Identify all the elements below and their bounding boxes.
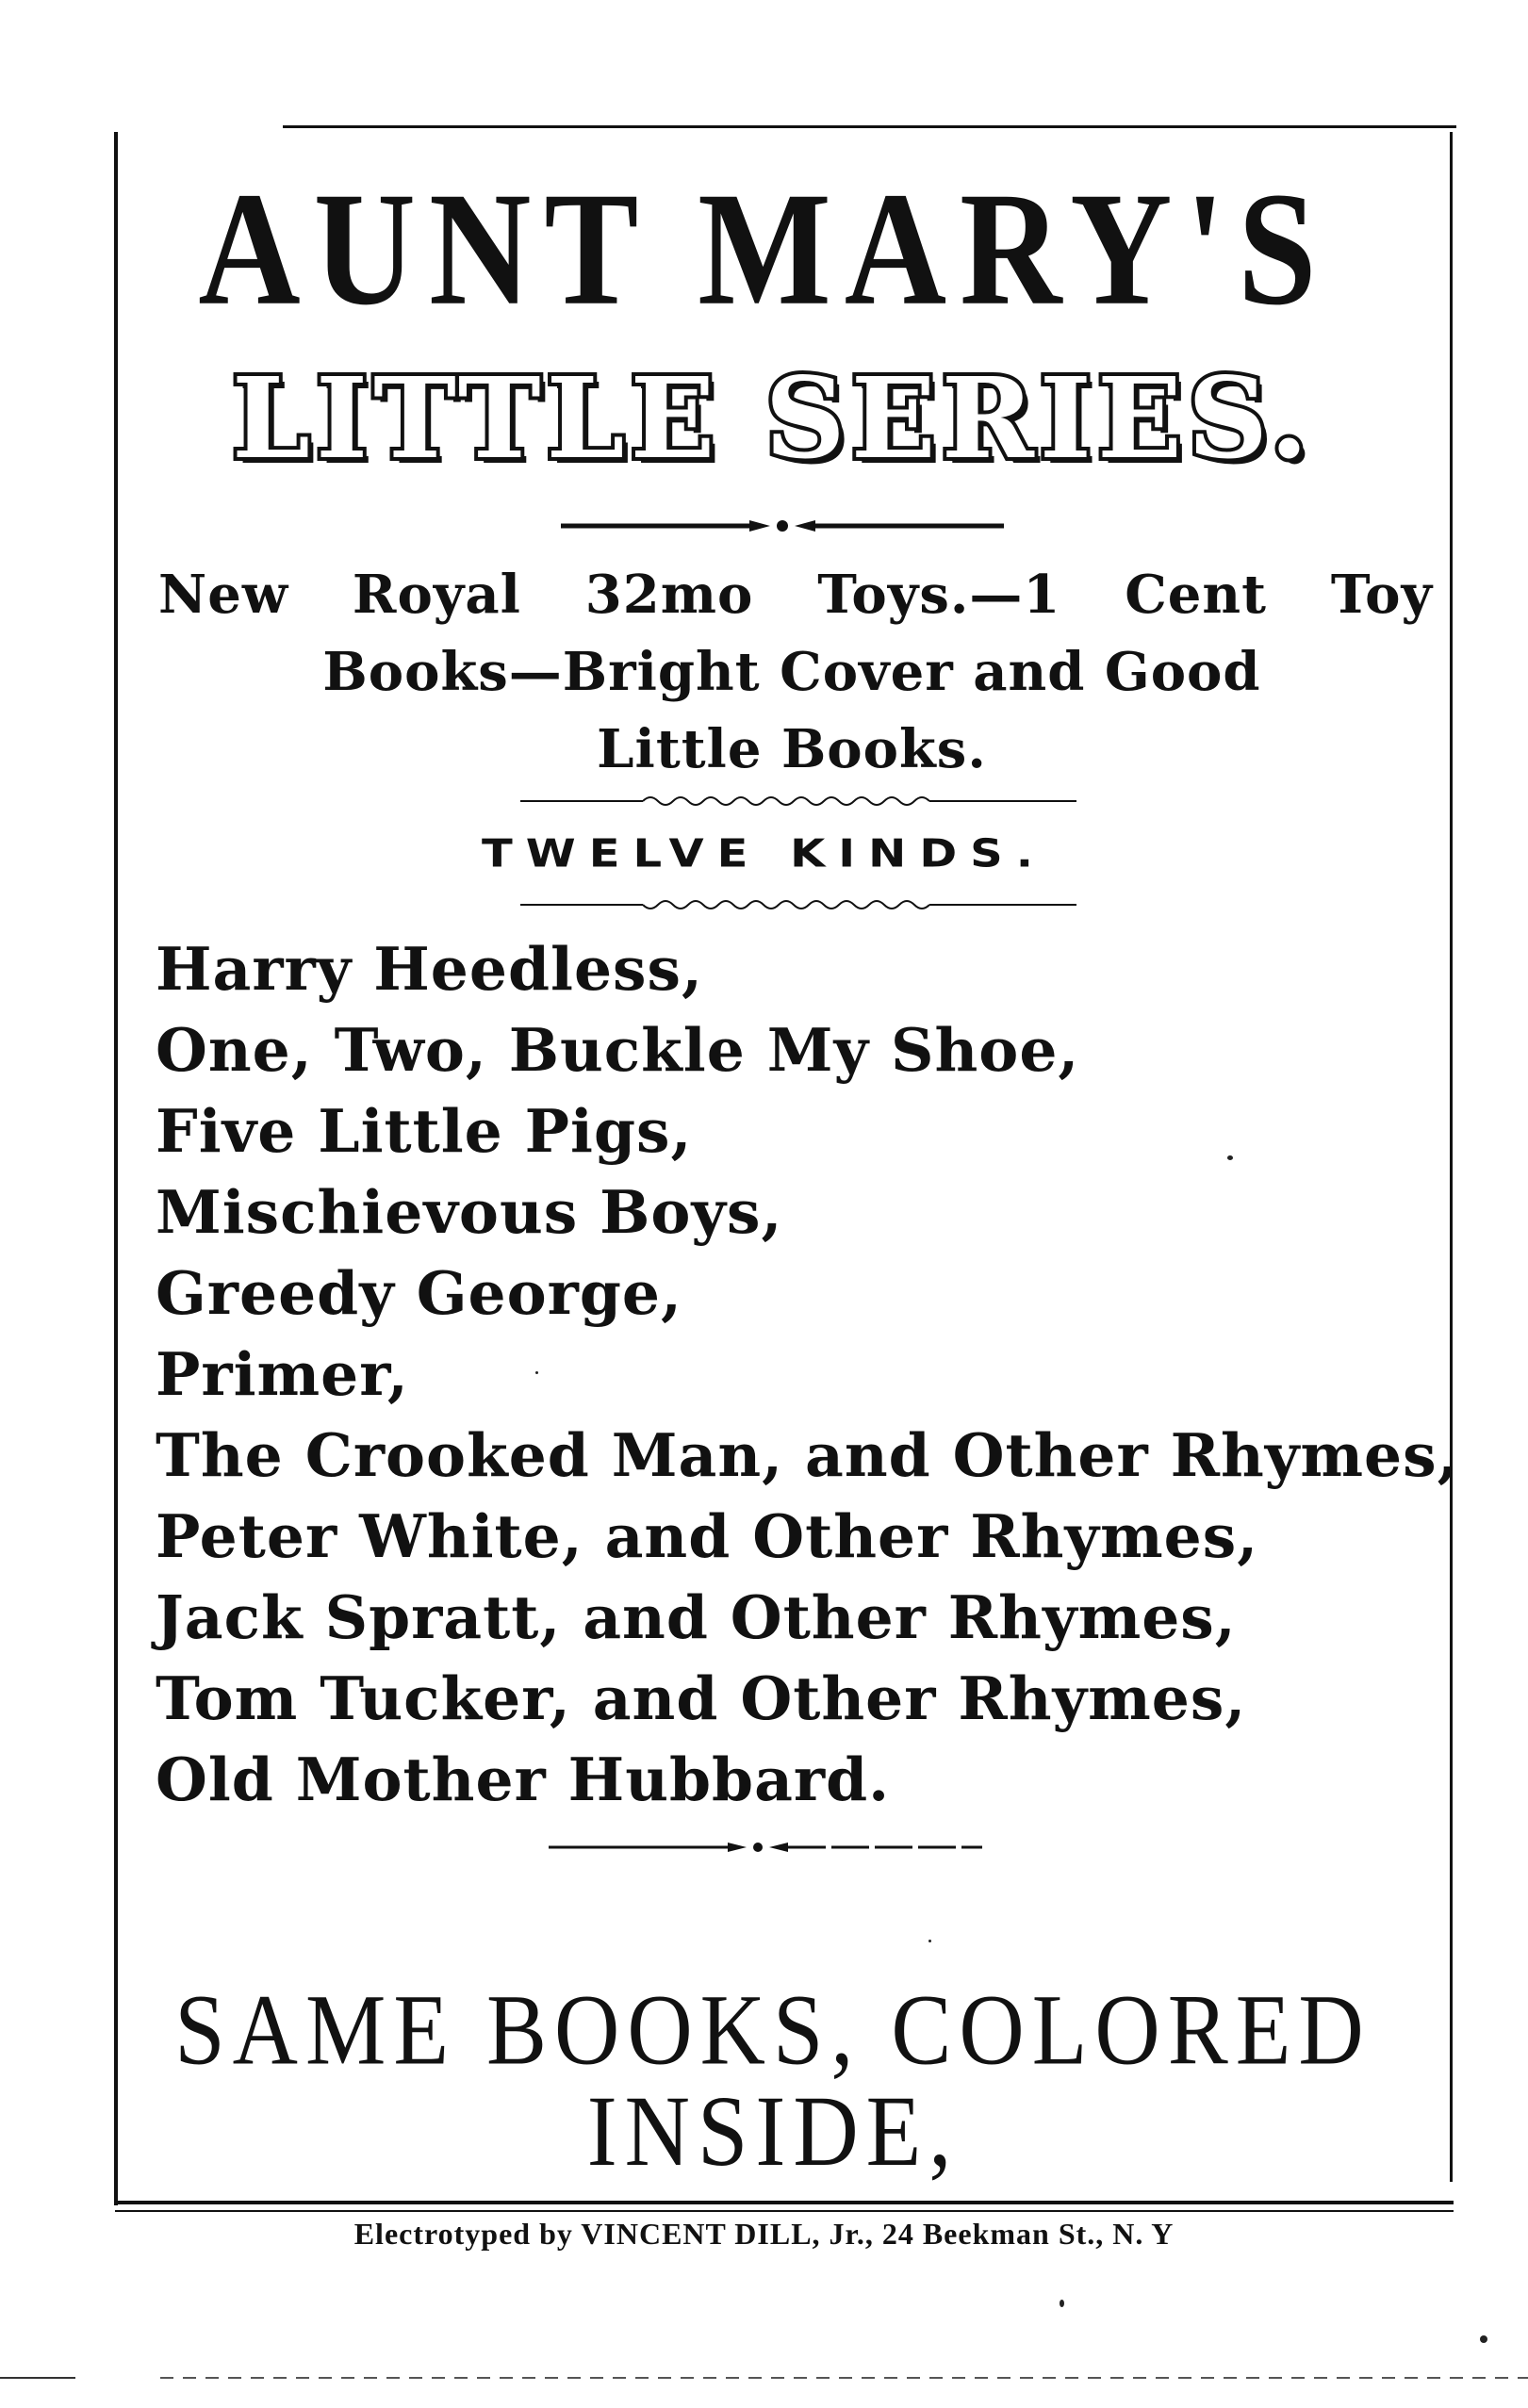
subtitle-block [151, 556, 1433, 788]
subtitle-line-1: New Royal 32mo Toys.—1 Cent Toy [158, 564, 1433, 626]
list-item: Mischievous Boys, [156, 1177, 783, 1247]
list-item: The Crooked Man, and Other Rhymes, [156, 1420, 1459, 1490]
list-item: One, Two, Buckle My Shoe, [156, 1015, 1080, 1085]
book-title-list [156, 928, 1459, 1820]
list-item: Peter White, and Other Rhymes, [156, 1501, 1259, 1571]
print-speck [535, 1371, 538, 1374]
list-item: Tom Tucker, and Other Rhymes, [156, 1663, 1247, 1733]
list-item: Jack Spratt, and Other Rhymes, [156, 1582, 1237, 1652]
frame-top-rule [283, 125, 1456, 128]
print-speck [1227, 1155, 1233, 1160]
ornament-divider-bottom [549, 1838, 982, 1857]
print-speck [1480, 2335, 1487, 2343]
print-speck [928, 1940, 931, 1942]
list-item: Greedy George, [156, 1258, 682, 1328]
list-item: Five Little Pigs, [156, 1096, 693, 1166]
frame-bottom-rule-thin [115, 2210, 1454, 2212]
title-line-2: LITTLE SERIES. [231, 352, 1315, 483]
wavy-divider-upper [520, 790, 1076, 809]
frame-bottom-rule [115, 2201, 1454, 2204]
print-speck [1060, 2300, 1064, 2307]
ornament-divider-top [561, 516, 1004, 535]
list-item: Primer, [156, 1339, 409, 1409]
list-item: Old Mother Hubbard. [156, 1745, 891, 1814]
colored-edition-note: SAME BOOKS, COLORED INSIDE, [174, 1973, 1372, 2187]
printer-imprint: Electrotyped by VINCENT DILL, Jr., 24 Beekman St., N. Y [353, 2217, 1175, 2251]
section-heading: TWELVE KINDS. [482, 831, 1046, 876]
subtitle-line-2: Books—Bright Cover and Good [322, 641, 1261, 703]
list-item: Harry Heedless, [156, 934, 703, 1004]
subtitle-line-3: Little Books. [597, 718, 987, 780]
bottom-edge-marks [0, 2377, 1528, 2380]
title-line-1: AUNT MARY'S [198, 158, 1330, 339]
wavy-divider-lower [520, 897, 1076, 916]
